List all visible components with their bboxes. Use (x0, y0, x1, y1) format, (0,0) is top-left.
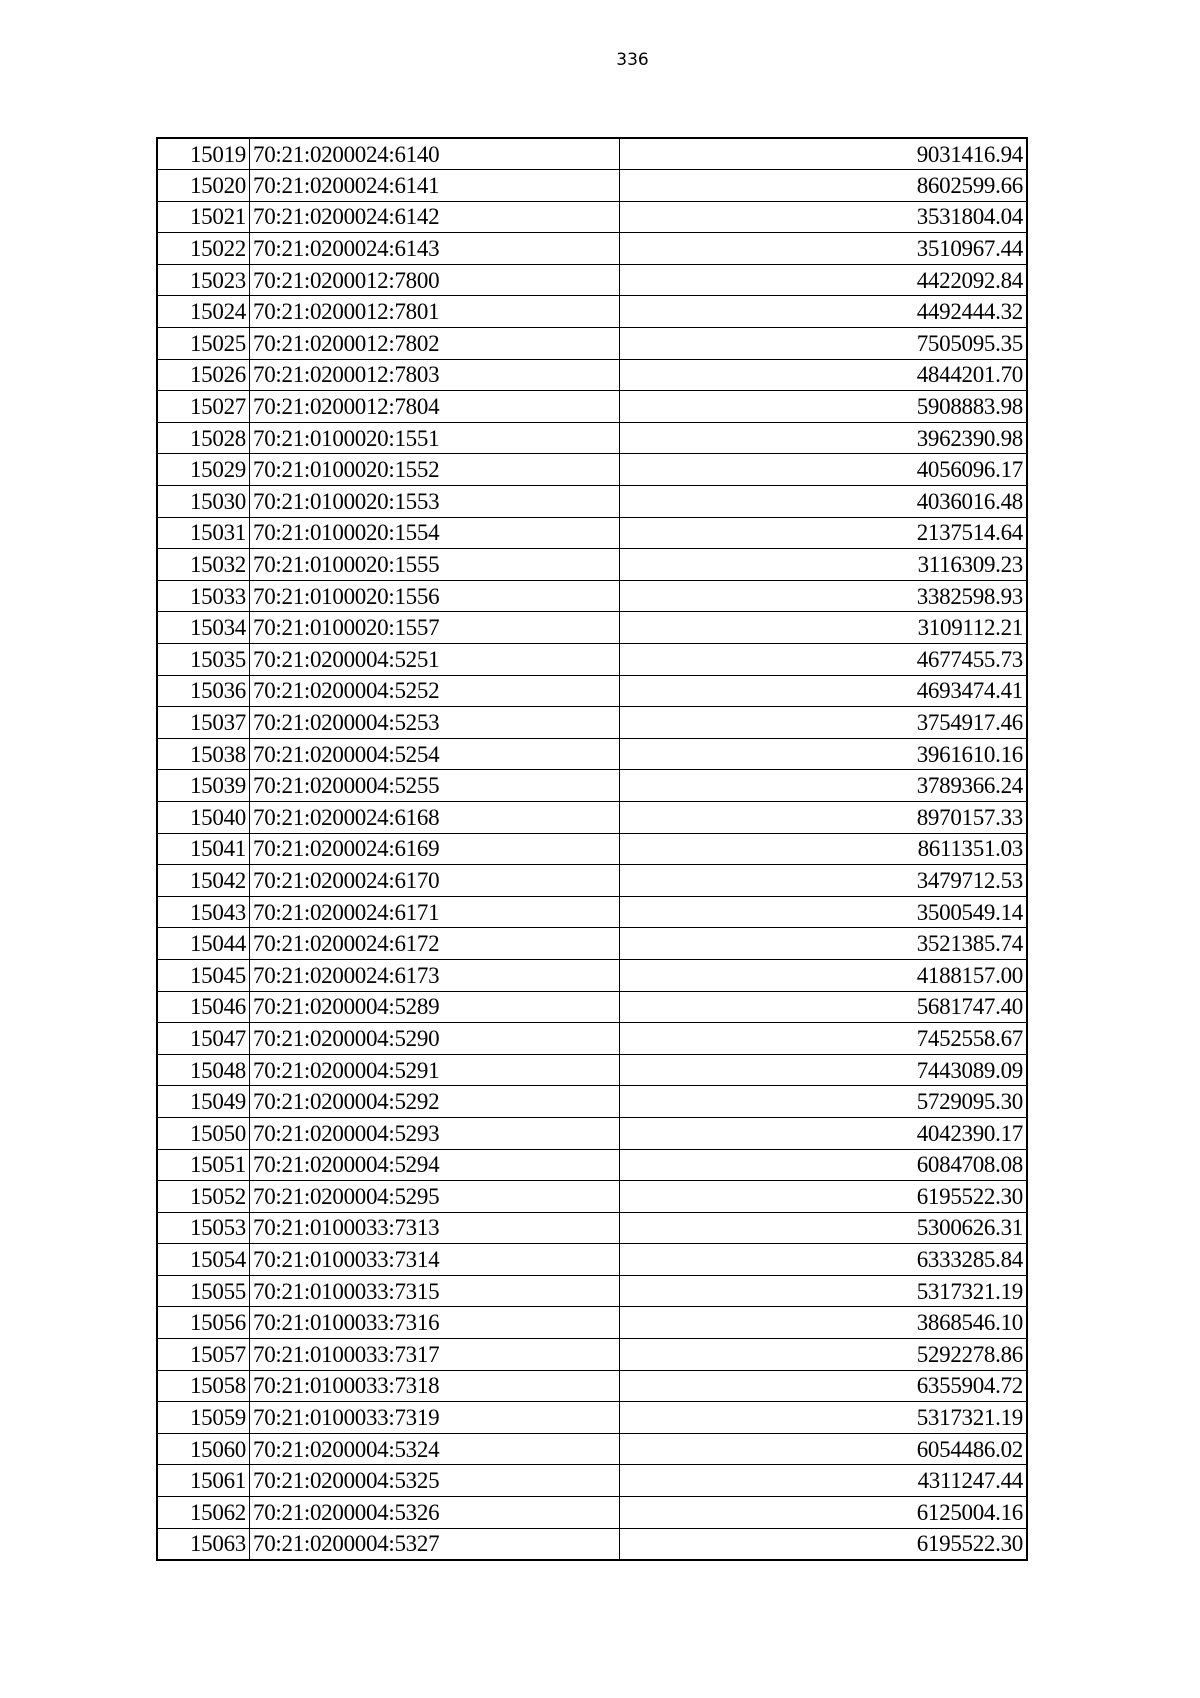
cadastral-number-cell: 70:21:0100020:1556 (250, 580, 620, 612)
cadastral-number-cell: 70:21:0200004:5294 (250, 1149, 620, 1181)
table-row (157, 1528, 1027, 1560)
cadastral-number-cell: 70:21:0200012:7801 (250, 296, 620, 328)
table-row (157, 201, 1027, 233)
cadastral-number-cell: 70:21:0200024:6169 (250, 833, 620, 865)
value-cell: 3754917.46 (620, 707, 1028, 739)
row-number-cell: 15050 (157, 1117, 250, 1149)
value-cell: 3500549.14 (620, 896, 1028, 928)
row-number-cell: 15056 (157, 1307, 250, 1339)
value-cell: 3521385.74 (620, 928, 1028, 960)
table-row (157, 233, 1027, 265)
table-row (157, 1275, 1027, 1307)
value-cell: 6195522.30 (620, 1528, 1028, 1560)
table-row (157, 1497, 1027, 1529)
table-row (157, 1023, 1027, 1055)
cadastral-number-cell: 70:21:0100033:7314 (250, 1244, 620, 1276)
table-row (157, 1433, 1027, 1465)
table-row (157, 359, 1027, 391)
value-cell: 5317321.19 (620, 1275, 1028, 1307)
value-cell: 4422092.84 (620, 264, 1028, 296)
row-number-cell: 15034 (157, 612, 250, 644)
value-cell: 6195522.30 (620, 1181, 1028, 1213)
table-row (157, 1465, 1027, 1497)
cadastral-number-cell: 70:21:0200004:5295 (250, 1181, 620, 1213)
row-number-cell: 15060 (157, 1433, 250, 1465)
value-cell: 7505095.35 (620, 328, 1028, 360)
value-cell: 4056096.17 (620, 454, 1028, 486)
value-cell: 5908883.98 (620, 391, 1028, 423)
table-row (157, 1402, 1027, 1434)
value-cell: 4036016.48 (620, 486, 1028, 518)
table-row (157, 928, 1027, 960)
value-cell: 7443089.09 (620, 1054, 1028, 1086)
cadastral-number-cell: 70:21:0100020:1552 (250, 454, 620, 486)
cadastral-number-cell: 70:21:0200024:6173 (250, 959, 620, 991)
cadastral-number-cell: 70:21:0200004:5326 (250, 1497, 620, 1529)
value-cell: 3868546.10 (620, 1307, 1028, 1339)
value-cell: 9031416.94 (620, 138, 1028, 170)
cadastral-number-cell: 70:21:0200004:5290 (250, 1023, 620, 1055)
table-row (157, 1370, 1027, 1402)
row-number-cell: 15021 (157, 201, 250, 233)
value-cell: 3109112.21 (620, 612, 1028, 644)
table-row (157, 707, 1027, 739)
cadastral-number-cell: 70:21:0200024:6140 (250, 138, 620, 170)
value-cell: 3531804.04 (620, 201, 1028, 233)
cadastral-number-cell: 70:21:0200004:5324 (250, 1433, 620, 1465)
value-cell: 2137514.64 (620, 517, 1028, 549)
row-number-cell: 15028 (157, 422, 250, 454)
row-number-cell: 15024 (157, 296, 250, 328)
row-number-cell: 15035 (157, 644, 250, 676)
row-number-cell: 15033 (157, 580, 250, 612)
cadastral-number-cell: 70:21:0100033:7319 (250, 1402, 620, 1434)
row-number-cell: 15062 (157, 1497, 250, 1529)
row-number-cell: 15042 (157, 865, 250, 897)
table-row (157, 486, 1027, 518)
table-row (157, 264, 1027, 296)
row-number-cell: 15045 (157, 959, 250, 991)
table-row (157, 1181, 1027, 1213)
value-cell: 3510967.44 (620, 233, 1028, 265)
row-number-cell: 15026 (157, 359, 250, 391)
table-row (157, 675, 1027, 707)
cadastral-number-cell: 70:21:0100020:1557 (250, 612, 620, 644)
cadastral-number-cell: 70:21:0200012:7800 (250, 264, 620, 296)
cadastral-number-cell: 70:21:0100033:7315 (250, 1275, 620, 1307)
cadastral-number-cell: 70:21:0100020:1554 (250, 517, 620, 549)
value-cell: 6084708.08 (620, 1149, 1028, 1181)
cadastral-number-cell: 70:21:0100020:1551 (250, 422, 620, 454)
table-row (157, 991, 1027, 1023)
row-number-cell: 15059 (157, 1402, 250, 1434)
value-cell: 7452558.67 (620, 1023, 1028, 1055)
table-row (157, 170, 1027, 202)
page-number: 336 (616, 50, 649, 70)
value-cell: 8970157.33 (620, 801, 1028, 833)
table-row (157, 517, 1027, 549)
table-row (157, 865, 1027, 897)
table-row (157, 1307, 1027, 1339)
row-number-cell: 15029 (157, 454, 250, 486)
table-row (157, 896, 1027, 928)
value-cell: 5292278.86 (620, 1339, 1028, 1371)
row-number-cell: 15025 (157, 328, 250, 360)
cadastral-number-cell: 70:21:0200004:5255 (250, 770, 620, 802)
value-cell: 4693474.41 (620, 675, 1028, 707)
row-number-cell: 15027 (157, 391, 250, 423)
row-number-cell: 15036 (157, 675, 250, 707)
cadastral-number-cell: 70:21:0200024:6172 (250, 928, 620, 960)
table-row (157, 138, 1027, 170)
cadastral-number-cell: 70:21:0200004:5253 (250, 707, 620, 739)
row-number-cell: 15055 (157, 1275, 250, 1307)
value-cell: 4311247.44 (620, 1465, 1028, 1497)
table-row (157, 328, 1027, 360)
value-cell: 3962390.98 (620, 422, 1028, 454)
value-cell: 3116309.23 (620, 549, 1028, 581)
cadastral-number-cell: 70:21:0200024:6170 (250, 865, 620, 897)
value-cell: 8611351.03 (620, 833, 1028, 865)
value-cell: 6125004.16 (620, 1497, 1028, 1529)
row-number-cell: 15049 (157, 1086, 250, 1118)
table-row (157, 1054, 1027, 1086)
table-body (157, 138, 1027, 1560)
value-cell: 3961610.16 (620, 738, 1028, 770)
cadastral-number-cell: 70:21:0100033:7318 (250, 1370, 620, 1402)
value-cell: 4677455.73 (620, 644, 1028, 676)
cadastral-number-cell: 70:21:0200024:6141 (250, 170, 620, 202)
table-row (157, 959, 1027, 991)
row-number-cell: 15063 (157, 1528, 250, 1560)
table-row (157, 833, 1027, 865)
value-cell: 6355904.72 (620, 1370, 1028, 1402)
row-number-cell: 15020 (157, 170, 250, 202)
row-number-cell: 15053 (157, 1212, 250, 1244)
row-number-cell: 15057 (157, 1339, 250, 1371)
table-row (157, 770, 1027, 802)
row-number-cell: 15023 (157, 264, 250, 296)
cadastral-number-cell: 70:21:0200004:5289 (250, 991, 620, 1023)
row-number-cell: 15046 (157, 991, 250, 1023)
table-row (157, 1244, 1027, 1276)
row-number-cell: 15054 (157, 1244, 250, 1276)
table-row (157, 1117, 1027, 1149)
value-cell: 3789366.24 (620, 770, 1028, 802)
row-number-cell: 15038 (157, 738, 250, 770)
cadastral-number-cell: 70:21:0200004:5325 (250, 1465, 620, 1497)
cadastral-number-cell: 70:21:0200004:5251 (250, 644, 620, 676)
table-row (157, 1149, 1027, 1181)
cadastral-number-cell: 70:21:0200004:5291 (250, 1054, 620, 1086)
cadastral-number-cell: 70:21:0200004:5327 (250, 1528, 620, 1560)
table-row (157, 612, 1027, 644)
value-cell: 8602599.66 (620, 170, 1028, 202)
table-row (157, 296, 1027, 328)
row-number-cell: 15048 (157, 1054, 250, 1086)
value-cell: 4492444.32 (620, 296, 1028, 328)
value-cell: 6054486.02 (620, 1433, 1028, 1465)
row-number-cell: 15052 (157, 1181, 250, 1213)
cadastral-number-cell: 70:21:0200024:6143 (250, 233, 620, 265)
table-row (157, 1212, 1027, 1244)
data-table (156, 137, 1028, 1561)
cadastral-number-cell: 70:21:0200024:6171 (250, 896, 620, 928)
row-number-cell: 15043 (157, 896, 250, 928)
table-row (157, 1086, 1027, 1118)
row-number-cell: 15032 (157, 549, 250, 581)
row-number-cell: 15051 (157, 1149, 250, 1181)
table-row (157, 644, 1027, 676)
value-cell: 4042390.17 (620, 1117, 1028, 1149)
row-number-cell: 15047 (157, 1023, 250, 1055)
cadastral-number-cell: 70:21:0200012:7802 (250, 328, 620, 360)
row-number-cell: 15019 (157, 138, 250, 170)
table-row (157, 454, 1027, 486)
value-cell: 4844201.70 (620, 359, 1028, 391)
cadastral-number-cell: 70:21:0200004:5252 (250, 675, 620, 707)
cadastral-number-cell: 70:21:0100020:1555 (250, 549, 620, 581)
value-cell: 5300626.31 (620, 1212, 1028, 1244)
cadastral-number-cell: 70:21:0100033:7317 (250, 1339, 620, 1371)
cadastral-number-cell: 70:21:0100020:1553 (250, 486, 620, 518)
row-number-cell: 15058 (157, 1370, 250, 1402)
value-cell: 6333285.84 (620, 1244, 1028, 1276)
table-row (157, 1339, 1027, 1371)
value-cell: 5729095.30 (620, 1086, 1028, 1118)
table-row (157, 738, 1027, 770)
value-cell: 3382598.93 (620, 580, 1028, 612)
row-number-cell: 15039 (157, 770, 250, 802)
row-number-cell: 15037 (157, 707, 250, 739)
cadastral-number-cell: 70:21:0200004:5292 (250, 1086, 620, 1118)
cadastral-number-cell: 70:21:0100033:7313 (250, 1212, 620, 1244)
cadastral-number-cell: 70:21:0200004:5254 (250, 738, 620, 770)
cadastral-number-cell: 70:21:0200004:5293 (250, 1117, 620, 1149)
row-number-cell: 15061 (157, 1465, 250, 1497)
value-cell: 4188157.00 (620, 959, 1028, 991)
table-row (157, 580, 1027, 612)
value-cell: 5317321.19 (620, 1402, 1028, 1434)
row-number-cell: 15040 (157, 801, 250, 833)
cadastral-number-cell: 70:21:0200024:6168 (250, 801, 620, 833)
value-cell: 5681747.40 (620, 991, 1028, 1023)
cadastral-number-cell: 70:21:0200024:6142 (250, 201, 620, 233)
table-row (157, 391, 1027, 423)
row-number-cell: 15041 (157, 833, 250, 865)
cadastral-number-cell: 70:21:0100033:7316 (250, 1307, 620, 1339)
table-row (157, 422, 1027, 454)
table-row (157, 801, 1027, 833)
row-number-cell: 15030 (157, 486, 250, 518)
cadastral-number-cell: 70:21:0200012:7803 (250, 359, 620, 391)
row-number-cell: 15044 (157, 928, 250, 960)
row-number-cell: 15022 (157, 233, 250, 265)
value-cell: 3479712.53 (620, 865, 1028, 897)
row-number-cell: 15031 (157, 517, 250, 549)
cadastral-number-cell: 70:21:0200012:7804 (250, 391, 620, 423)
table-row (157, 549, 1027, 581)
